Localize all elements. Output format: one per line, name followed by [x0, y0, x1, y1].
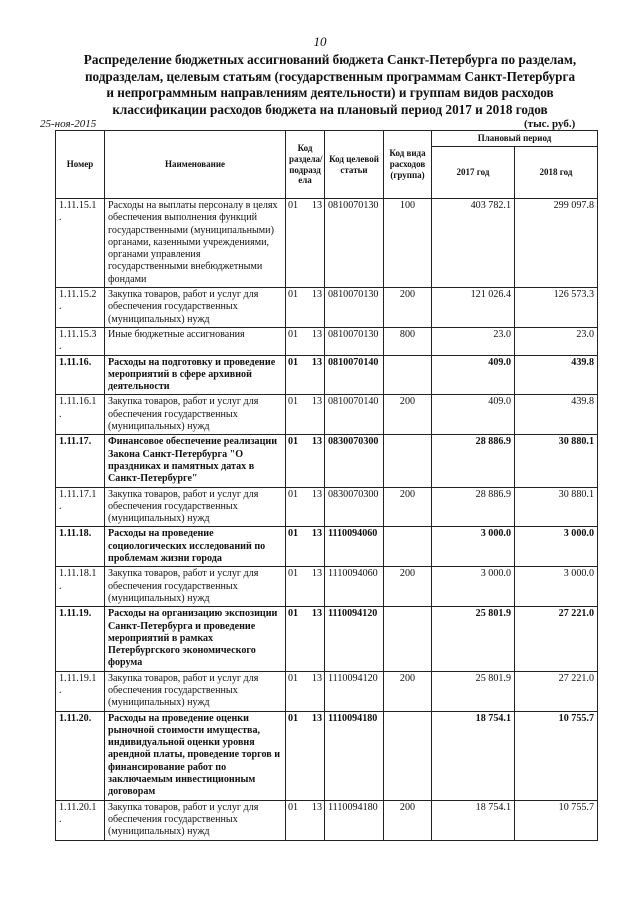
row-subsection-code: 13: [305, 607, 325, 671]
row-subsection-code: 13: [305, 355, 325, 395]
row-section-code: 01: [286, 527, 305, 567]
row-kind-code: 200: [384, 671, 432, 711]
title-line: Распределение бюджетных ассигнований бюджета Санкт-Петербурга по разделам,: [83, 52, 577, 67]
row-amount-2018: 3 000.0: [515, 527, 598, 567]
table-row: [56, 199, 598, 288]
row-section-code: 01: [286, 355, 305, 395]
row-name: Закупка товаров, работ и услуг для обеспечения государственных (муниципальных) нужд: [105, 800, 286, 840]
row-kind-code: 200: [384, 567, 432, 607]
row-kind-code: [384, 355, 432, 395]
row-kind-code: [384, 607, 432, 671]
row-amount-2017: 28 886.9: [432, 435, 515, 487]
row-amount-2017: 409.0: [432, 395, 515, 435]
row-section-code: 01: [286, 671, 305, 711]
row-amount-2017: 3 000.0: [432, 527, 515, 567]
row-name: Расходы на проведение социологических исследований по проблемам жизни города: [105, 527, 286, 567]
row-amount-2017: 121 026.4: [432, 288, 515, 328]
row-amount-2018: 30 880.1: [515, 487, 598, 527]
header-2018: 2018 год: [515, 147, 598, 199]
row-name: Закупка товаров, работ и услуг для обеспечения государственных (муниципальных) нужд: [105, 567, 286, 607]
row-amount-2018: 27 221.0: [515, 671, 598, 711]
row-amount-2018: 10 755.7: [515, 711, 598, 800]
row-kind-code: [384, 711, 432, 800]
document-date: 25-ноя-2015: [40, 118, 97, 130]
table-row: [56, 567, 598, 607]
header-2017: 2017 год: [432, 147, 515, 199]
row-number: 1.11.17.1 .: [56, 487, 105, 527]
row-kind-code: [384, 435, 432, 487]
row-name: Закупка товаров, работ и услуг для обеспечения государственных (муниципальных) нужд: [105, 671, 286, 711]
row-section-code: 01: [286, 607, 305, 671]
row-amount-2018: 30 880.1: [515, 435, 598, 487]
row-amount-2018: 27 221.0: [515, 607, 598, 671]
row-number: 1.11.19.: [56, 607, 105, 671]
row-subsection-code: 13: [305, 800, 325, 840]
row-target-code: 1110094120: [325, 607, 384, 671]
row-kind-code: 800: [384, 327, 432, 355]
header-kind-code: Код вида расходов (группа): [384, 131, 432, 199]
row-amount-2017: 28 886.9: [432, 487, 515, 527]
row-target-code: 0810070130: [325, 288, 384, 328]
row-number: 1.11.18.1 .: [56, 567, 105, 607]
row-name: Иные бюджетные ассигнования: [105, 327, 286, 355]
row-amount-2017: 3 000.0: [432, 567, 515, 607]
row-section-code: 01: [286, 435, 305, 487]
row-kind-code: 200: [384, 288, 432, 328]
row-target-code: 1110094120: [325, 671, 384, 711]
page-number: 10: [313, 34, 327, 49]
table-row: [56, 487, 598, 527]
table-row: [56, 671, 598, 711]
table-row: [56, 607, 598, 671]
row-subsection-code: 13: [305, 567, 325, 607]
row-target-code: 1110094180: [325, 711, 384, 800]
row-subsection-code: 13: [305, 711, 325, 800]
row-section-code: 01: [286, 327, 305, 355]
row-target-code: 0810070130: [325, 199, 384, 288]
row-name: Закупка товаров, работ и услуг для обеспечения государственных (муниципальных) нужд: [105, 487, 286, 527]
row-section-code: 01: [286, 487, 305, 527]
row-amount-2017: 403 782.1: [432, 199, 515, 288]
row-amount-2018: 126 573.3: [515, 288, 598, 328]
header-number: Номер: [56, 131, 105, 199]
row-amount-2018: 299 097.8: [515, 199, 598, 288]
row-amount-2018: 3 000.0: [515, 567, 598, 607]
row-amount-2018: 439.8: [515, 355, 598, 395]
row-amount-2017: 23.0: [432, 327, 515, 355]
row-kind-code: 100: [384, 199, 432, 288]
title-line: и непрограммным направлениям деятельности) и группам видов расходов: [106, 85, 554, 101]
row-number: 1.11.15.1 .: [56, 199, 105, 288]
row-name: Закупка товаров, работ и услуг для обеспечения государственных (муниципальных) нужд: [105, 395, 286, 435]
header-target-code: Код целевой статьи: [325, 131, 384, 199]
row-target-code: 0810070140: [325, 395, 384, 435]
table-row: [56, 355, 598, 395]
row-number: 1.11.19.1 .: [56, 671, 105, 711]
table-row: [56, 800, 598, 840]
row-amount-2017: 409.0: [432, 355, 515, 395]
row-number: 1.11.20.: [56, 711, 105, 800]
table-row: [56, 288, 598, 328]
row-number: 1.11.18.: [56, 527, 105, 567]
table-row: [56, 711, 598, 800]
row-target-code: 0830070300: [325, 435, 384, 487]
row-target-code: 1110094060: [325, 567, 384, 607]
row-amount-2018: 23.0: [515, 327, 598, 355]
row-name: Расходы на организацию экспозиции Санкт-Петербурга и проведение мероприятий в рамках Петербургского экономического форума: [105, 607, 286, 671]
budget-table: [55, 130, 598, 841]
row-kind-code: 200: [384, 800, 432, 840]
row-kind-code: [384, 527, 432, 567]
row-target-code: 0810070130: [325, 327, 384, 355]
title-line: подразделам, целевым статьям (государственным программам Санкт-Петербурга: [84, 68, 576, 84]
row-amount-2017: 25 801.9: [432, 671, 515, 711]
row-subsection-code: 13: [305, 671, 325, 711]
row-name: Расходы на выплаты персоналу в целях обеспечения выполнения функций государственными (муниципальными) органами, казенными учреждениями, органами управления государственными внебюджетными фондами: [105, 199, 286, 288]
row-amount-2017: 18 754.1: [432, 711, 515, 800]
row-subsection-code: 13: [305, 435, 325, 487]
row-subsection-code: 13: [305, 395, 325, 435]
table-row: [56, 395, 598, 435]
row-subsection-code: 13: [305, 327, 325, 355]
row-section-code: 01: [286, 288, 305, 328]
table-body: [56, 199, 598, 841]
table-row: [56, 327, 598, 355]
row-section-code: 01: [286, 395, 305, 435]
row-target-code: 0830070300: [325, 487, 384, 527]
row-amount-2017: 25 801.9: [432, 607, 515, 671]
row-section-code: 01: [286, 567, 305, 607]
title-line: классификации расходов бюджета на плановый период 2017 и 2018 годов: [112, 101, 548, 117]
row-number: 1.11.15.2 .: [56, 288, 105, 328]
row-target-code: 1110094180: [325, 800, 384, 840]
row-target-code: 0810070140: [325, 355, 384, 395]
row-kind-code: 200: [384, 395, 432, 435]
row-subsection-code: 13: [305, 527, 325, 567]
table-row: [56, 527, 598, 567]
row-subsection-code: 13: [305, 487, 325, 527]
row-number: 1.11.16.1 .: [56, 395, 105, 435]
row-kind-code: 200: [384, 487, 432, 527]
header-name: Наименование: [105, 131, 286, 199]
row-amount-2018: 10 755.7: [515, 800, 598, 840]
row-name: Финансовое обеспечение реализации Закона Санкт-Петербурга "О праздниках и памятных датах в Санкт-Петербурге": [105, 435, 286, 487]
row-amount-2018: 439.8: [515, 395, 598, 435]
document-title: [60, 52, 600, 118]
row-number: 1.11.15.3 .: [56, 327, 105, 355]
row-name: Закупка товаров, работ и услуг для обеспечения государственных (муниципальных) нужд: [105, 288, 286, 328]
header-section-code: Код раздела/ подразд ела: [286, 131, 325, 199]
row-number: 1.11.16.: [56, 355, 105, 395]
units-label: (тыс. руб.): [524, 118, 576, 130]
row-section-code: 01: [286, 711, 305, 800]
row-name: Расходы на проведение оценки рыночной стоимости имущества, индивидуальной оценки уровня арендной платы, проведение торгов и финансирование работ по заключаемым инвестиционным договорам: [105, 711, 286, 800]
row-number: 1.11.20.1 .: [56, 800, 105, 840]
row-section-code: 01: [286, 199, 305, 288]
row-number: 1.11.17.: [56, 435, 105, 487]
row-name: Расходы на подготовку и проведение мероприятий в сфере архивной деятельности: [105, 355, 286, 395]
row-subsection-code: 13: [305, 288, 325, 328]
row-target-code: 1110094060: [325, 527, 384, 567]
row-amount-2017: 18 754.1: [432, 800, 515, 840]
header-plan-period: Плановый период: [432, 131, 598, 147]
row-section-code: 01: [286, 800, 305, 840]
row-subsection-code: 13: [305, 199, 325, 288]
table-row: [56, 435, 598, 487]
